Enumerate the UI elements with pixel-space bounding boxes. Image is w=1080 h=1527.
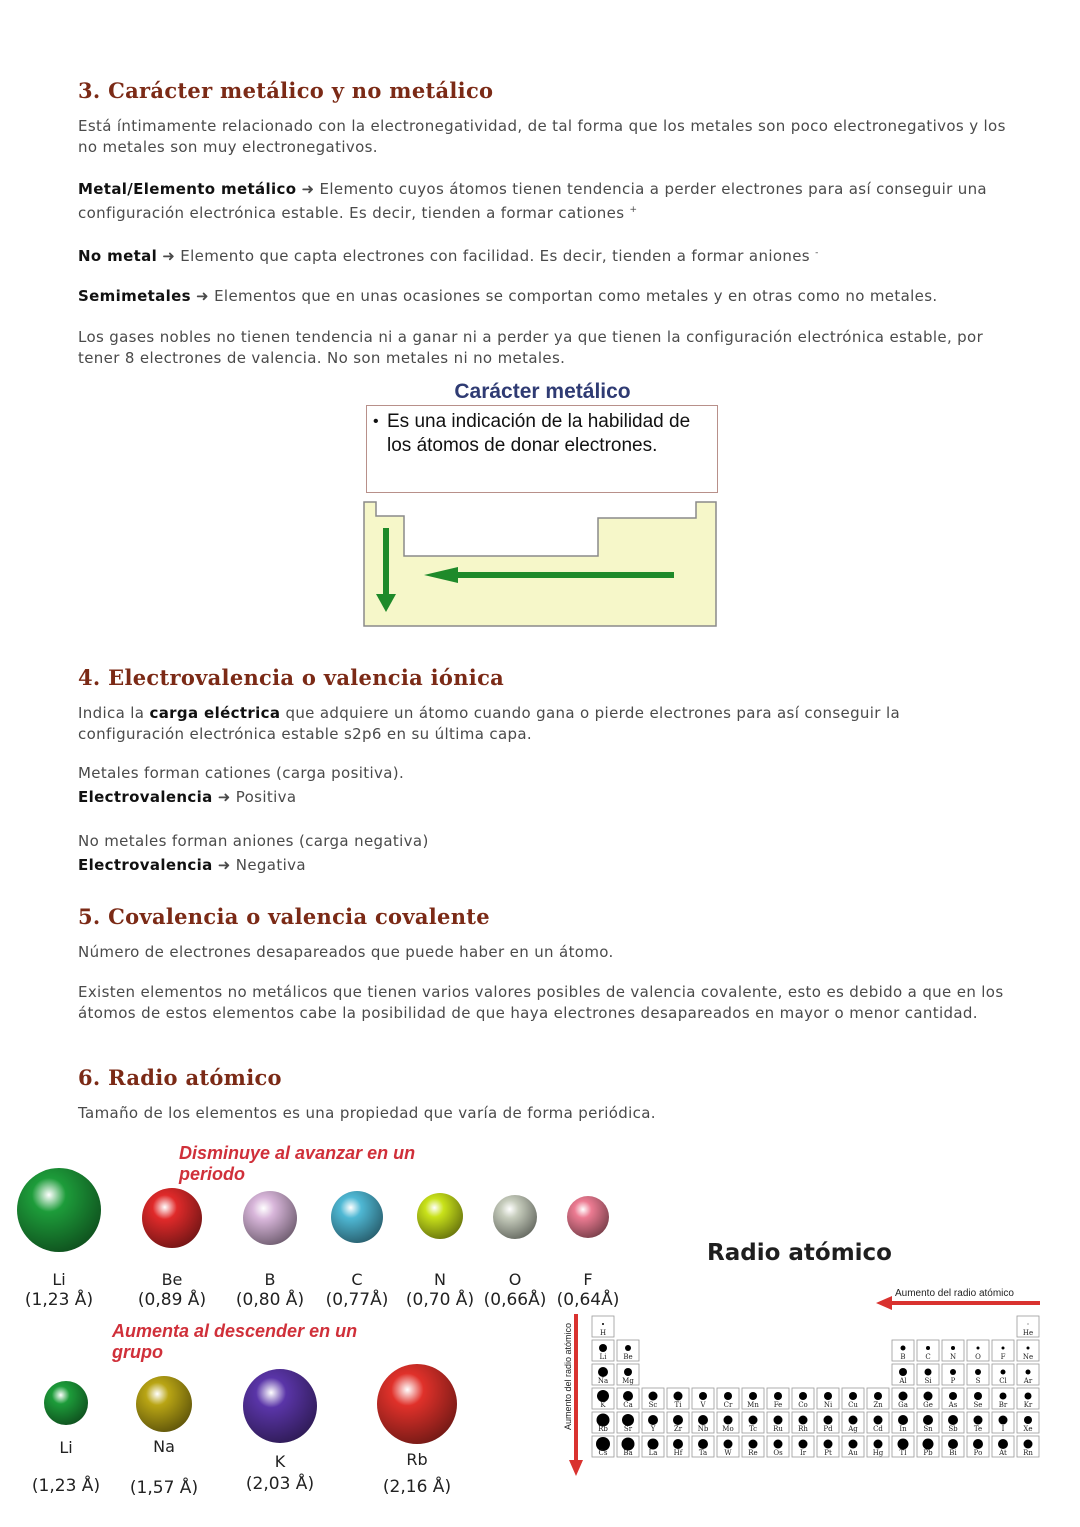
ptable-dot-ir bbox=[799, 1440, 808, 1449]
period-sphere-n bbox=[417, 1193, 463, 1239]
atomic-radius-periodic-table bbox=[562, 1284, 1046, 1480]
ptable-symbol-br: Br bbox=[998, 1401, 1008, 1409]
ptable-symbol-cu: Cu bbox=[848, 1401, 858, 1409]
section-5-title: 5. Covalencia o valencia covalente bbox=[78, 904, 490, 929]
ptable-symbol-ca: Ca bbox=[623, 1401, 633, 1409]
s4-intro bbox=[78, 703, 1008, 745]
ptable-symbol-y: Y bbox=[650, 1425, 656, 1433]
s3-intro: Está íntimamente relacionado con la electronegatividad, de tal forma que los metales son poco electronegativos y los no metales son muy electronegativos. bbox=[78, 117, 1006, 156]
ptable-dot-ni bbox=[824, 1392, 832, 1400]
ptable-symbol-tc: Tc bbox=[748, 1425, 758, 1433]
ptable-symbol-pb: Pb bbox=[923, 1449, 933, 1457]
ptable-symbol-mg: Mg bbox=[622, 1377, 634, 1385]
ptable-dot-n bbox=[951, 1346, 955, 1350]
ptable-dot-rh bbox=[799, 1416, 808, 1425]
ptable-symbol-o: O bbox=[975, 1353, 981, 1361]
ptable-dot-ca bbox=[623, 1391, 633, 1401]
ptable-dot-v bbox=[699, 1392, 707, 1400]
ptable-symbol-cd: Cd bbox=[873, 1425, 883, 1433]
vertical-arrow-head bbox=[569, 1460, 583, 1476]
ptable-dot-br bbox=[1000, 1393, 1007, 1400]
period-symbol: N bbox=[434, 1270, 446, 1289]
ptable-symbol-pd: Pd bbox=[823, 1425, 833, 1433]
ptable-symbol-ba: Ba bbox=[623, 1449, 633, 1457]
period-radius-value: (0,77Å) bbox=[325, 1290, 389, 1310]
ptable-dot-nb bbox=[698, 1415, 708, 1425]
ptable-dot-ge bbox=[924, 1392, 933, 1401]
ptable-dot-te bbox=[974, 1416, 983, 1425]
periodic-table-arrows-diagram bbox=[362, 498, 720, 630]
ptable-dot-os bbox=[774, 1440, 783, 1449]
ptable-dot-si bbox=[925, 1369, 932, 1376]
ptable-dot-pd bbox=[824, 1416, 833, 1425]
ptable-dot-se bbox=[974, 1392, 982, 1400]
ptable-dot-bi bbox=[948, 1439, 958, 1449]
ptable-symbol-zr: Zr bbox=[673, 1425, 683, 1433]
ptable-symbol-mn: Mn bbox=[747, 1401, 759, 1409]
group-sphere-k bbox=[243, 1369, 317, 1443]
ptable-dot-mn bbox=[749, 1392, 757, 1400]
group-sphere-rb bbox=[377, 1364, 457, 1444]
ptable-dot-tl bbox=[898, 1439, 909, 1450]
ptable-dot-zr bbox=[673, 1415, 683, 1425]
ptable-symbol-ni: Ni bbox=[823, 1401, 833, 1409]
s4-intro-pre: Indica la bbox=[78, 704, 145, 722]
ptable-dot-ru bbox=[774, 1416, 783, 1425]
ptable-symbol-sn: Sn bbox=[923, 1425, 933, 1433]
s3-semimetal-definition: Semimetales ➜ Elementos que en unas ocasiones se comportan como metales y en otras como no metales. bbox=[78, 287, 938, 305]
s3-nometal-definition: No metal ➜ Elemento que capta electrones con facilidad. Es decir, tienden a formar aniones - bbox=[78, 247, 819, 265]
ptable-symbol-kr: Kr bbox=[1023, 1401, 1033, 1409]
ptable-symbol-rb: Rb bbox=[598, 1425, 608, 1433]
period-symbol: C bbox=[351, 1270, 363, 1289]
period-sphere-b bbox=[243, 1191, 297, 1245]
ptable-dot-p bbox=[950, 1369, 956, 1375]
ptable-dot-ne bbox=[1027, 1347, 1030, 1350]
ptable-dot-co bbox=[799, 1392, 807, 1400]
ptable-symbol-cs: Cs bbox=[598, 1449, 608, 1457]
ptable-dot-mg bbox=[624, 1368, 632, 1376]
s5-definition: Número de electrones desapareados que puede haber en un átomo. bbox=[78, 943, 614, 961]
ptable-dot-c bbox=[926, 1346, 930, 1350]
s3-metal-definition: Metal/Elemento metálico ➜ Elemento cuyos átomos tienen tendencia a perder electrones para así conseguir una configuración electrónica estable. Es decir, tienden a formar cationes + bbox=[78, 180, 987, 222]
group-caption: Aumenta al descender en un grupo bbox=[112, 1321, 358, 1362]
s4-metales: Metales forman cationes (carga positiva). bbox=[78, 764, 405, 782]
semi-term: Semimetales bbox=[78, 287, 191, 305]
ptable-symbol-al: Al bbox=[899, 1377, 907, 1385]
ptable-symbol-in: In bbox=[899, 1425, 907, 1433]
electrovalencia-term: Electrovalencia bbox=[78, 856, 213, 874]
group-symbol: Rb bbox=[406, 1450, 428, 1469]
ptable-dot-b bbox=[901, 1346, 906, 1351]
ptable-dot-ti bbox=[674, 1392, 683, 1401]
group-radius-value: (2,16 Å) bbox=[382, 1477, 452, 1497]
period-sphere-c bbox=[331, 1191, 383, 1243]
ptable-symbol-mo: Mo bbox=[722, 1425, 734, 1433]
ptable-symbol-as: As bbox=[948, 1401, 958, 1409]
ptable-symbol-ge: Ge bbox=[923, 1401, 933, 1409]
s4-electrovalencia-positiva: Electrovalencia ➜ Positiva bbox=[78, 788, 297, 806]
ptable-symbol-si: Si bbox=[924, 1377, 932, 1385]
ptable-dot-sb bbox=[948, 1415, 958, 1425]
ptable-symbol-li: Li bbox=[599, 1353, 607, 1361]
semi-def: Elementos que en unas ocasiones se comportan como metales y en otras como no metales. bbox=[214, 287, 938, 305]
ptable-dot-s bbox=[975, 1369, 981, 1375]
section-4-title: 4. Electrovalencia o valencia iónica bbox=[78, 665, 505, 690]
ptable-symbol-os: Os bbox=[773, 1449, 783, 1457]
period-symbol: O bbox=[508, 1270, 522, 1289]
ptable-dot-f bbox=[1002, 1347, 1005, 1350]
metal-term: Metal/Elemento metálico bbox=[78, 180, 297, 198]
positiva-value: Positiva bbox=[235, 788, 297, 806]
period-radius-value: (0,66Å) bbox=[483, 1290, 547, 1310]
ptable-dot-ar bbox=[1026, 1370, 1031, 1375]
metallic-figure-box bbox=[366, 405, 718, 493]
vertical-arrow-label: Aumento del radio atómico bbox=[563, 1322, 573, 1430]
period-symbol: Li bbox=[52, 1270, 66, 1289]
ptable-symbol-p: P bbox=[950, 1377, 956, 1385]
ptable-symbol-sc: Sc bbox=[648, 1401, 658, 1409]
ptable-dot-y bbox=[648, 1415, 658, 1425]
period-radius-value: (0,70 Å) bbox=[405, 1290, 475, 1310]
ptable-symbol-n: N bbox=[949, 1353, 957, 1361]
ptable-symbol-te: Te bbox=[973, 1425, 983, 1433]
ptable-dot-cr bbox=[724, 1392, 732, 1400]
ptable-dot-ta bbox=[698, 1439, 708, 1449]
ptable-symbol-s: S bbox=[975, 1377, 981, 1385]
ptable-symbol-ga: Ga bbox=[898, 1401, 908, 1409]
ptable-symbol-ar: Ar bbox=[1023, 1377, 1033, 1385]
period-radius-value: (0,80 Å) bbox=[235, 1290, 305, 1310]
ptable-dot-kr bbox=[1025, 1393, 1032, 1400]
ptable-symbol-ir: Ir bbox=[799, 1449, 807, 1457]
ptable-symbol-k: K bbox=[600, 1401, 606, 1409]
period-sphere-f bbox=[567, 1196, 609, 1238]
s3-noble-gases: Los gases nobles no tienen tendencia ni a ganar ni a perder ya que tienen la configuración electrónica estable, por tener 8 electrones de valencia. No son metales ni no metales. bbox=[78, 328, 984, 367]
ptable-symbol-fe: Fe bbox=[773, 1401, 783, 1409]
ptable-dot-pt bbox=[824, 1440, 833, 1449]
ptable-symbol-ag: Ag bbox=[848, 1425, 858, 1433]
ptable-dot-po bbox=[973, 1439, 983, 1449]
ptable-symbol-po: Po bbox=[973, 1449, 983, 1457]
ptable-symbol-ru: Ru bbox=[773, 1425, 783, 1433]
ptable-symbol-cr: Cr bbox=[723, 1401, 733, 1409]
period-symbol: F bbox=[583, 1270, 593, 1289]
ptable-symbol-cl: Cl bbox=[999, 1377, 1007, 1385]
group-sphere-li bbox=[44, 1381, 88, 1425]
ptable-dot-au bbox=[849, 1440, 858, 1449]
ptable-symbol-sb: Sb bbox=[948, 1425, 958, 1433]
ptable-dot-i bbox=[999, 1416, 1008, 1425]
ptable-dot-re bbox=[749, 1440, 758, 1449]
nometal-term: No metal bbox=[78, 247, 158, 265]
atomic-radius-chart-title: Radio atómico bbox=[707, 1240, 892, 1266]
ptable-dot-sc bbox=[649, 1392, 658, 1401]
ptable-symbol-v: V bbox=[700, 1401, 706, 1409]
group-radius-value: (1,57 Å) bbox=[129, 1478, 199, 1498]
metallic-figure-title: Carácter metálico bbox=[454, 380, 631, 403]
ptable-dot-al bbox=[899, 1368, 907, 1376]
s4-nometales: No metales forman aniones (carga negativa) bbox=[78, 832, 429, 850]
ptable-dot-at bbox=[998, 1439, 1008, 1449]
ptable-symbol-au: Au bbox=[848, 1449, 858, 1457]
ptable-dot-w bbox=[724, 1440, 733, 1449]
electrovalencia-term: Electrovalencia bbox=[78, 788, 213, 806]
ptable-symbol-rn: Rn bbox=[1023, 1449, 1033, 1457]
ptable-dot-hf bbox=[673, 1439, 683, 1449]
group-radius-value: (1,23 Å) bbox=[31, 1476, 101, 1496]
bullet-icon: • bbox=[373, 413, 379, 430]
section-3-title: 3. Carácter metálico y no metálico bbox=[78, 78, 494, 103]
ptable-dot-be bbox=[625, 1345, 631, 1351]
section-6-title: 6. Radio atómico bbox=[78, 1065, 282, 1090]
ptable-symbol-la: La bbox=[648, 1449, 658, 1457]
group-symbol: K bbox=[274, 1452, 286, 1471]
period-sphere-o bbox=[493, 1195, 537, 1239]
ptable-symbol-re: Re bbox=[748, 1449, 758, 1457]
ptable-dot-h bbox=[602, 1323, 604, 1325]
ptable-symbol-f: F bbox=[1000, 1353, 1006, 1361]
ptable-dot-tc bbox=[749, 1416, 758, 1425]
period-caption: Disminuye al avanzar en un periodo bbox=[179, 1143, 416, 1184]
ptable-dot-cu bbox=[849, 1392, 857, 1400]
period-radius-value: (0,64Å) bbox=[556, 1290, 620, 1310]
group-symbol: Na bbox=[153, 1437, 175, 1456]
ptable-dot-as bbox=[949, 1392, 957, 1400]
nometal-sup: - bbox=[815, 248, 819, 258]
period-symbol: B bbox=[264, 1270, 276, 1289]
s4-intro-post: que adquiere un átomo cuando gana o pierde electrones para así conseguir la configuración electrónica estable s2p6 en su última capa. bbox=[78, 704, 901, 743]
nometal-def: Elemento que capta electrones con facilidad. Es decir, tienden a formar aniones bbox=[180, 247, 810, 265]
ptable-dot-he bbox=[1028, 1324, 1029, 1325]
ptable-dot-fe bbox=[774, 1392, 782, 1400]
period-sphere-be bbox=[142, 1188, 202, 1248]
group-symbol: Li bbox=[59, 1438, 73, 1457]
ptable-symbol-be: Be bbox=[623, 1353, 633, 1361]
period-symbol: Be bbox=[161, 1270, 183, 1289]
ptable-dot-o bbox=[977, 1347, 980, 1350]
ptable-symbol-ne: Ne bbox=[1022, 1353, 1034, 1361]
ptable-symbol-ta: Ta bbox=[698, 1449, 708, 1457]
ptable-dot-hg bbox=[874, 1440, 883, 1449]
ptable-symbol-h: H bbox=[599, 1329, 607, 1337]
ptable-dot-ag bbox=[849, 1416, 858, 1425]
negativa-value: Negativa bbox=[235, 856, 306, 874]
metal-sup: + bbox=[629, 205, 638, 215]
ptable-dot-xe bbox=[1024, 1416, 1032, 1424]
ptable-symbol-co: Co bbox=[798, 1401, 808, 1409]
ptable-dot-cl bbox=[1001, 1370, 1006, 1375]
ptable-dot-sn bbox=[923, 1415, 933, 1425]
ptable-symbol-xe: Xe bbox=[1023, 1425, 1033, 1433]
ptable-dot-zn bbox=[874, 1392, 882, 1400]
ptable-symbol-na: Na bbox=[597, 1377, 609, 1385]
horizontal-arrow-head bbox=[876, 1296, 892, 1310]
metallic-figure-text: Es una indicación de la habilidad de los átomos de donar electrones. bbox=[387, 411, 691, 456]
ptable-symbol-zn: Zn bbox=[873, 1401, 883, 1409]
ptable-symbol-sr: Sr bbox=[623, 1425, 633, 1433]
ptable-dot-rn bbox=[1024, 1440, 1033, 1449]
horizontal-arrow-label: Aumento del radio atómico bbox=[895, 1288, 1014, 1299]
ptable-symbol-w: W bbox=[724, 1449, 732, 1457]
s6-definition: Tamaño de los elementos es una propiedad que varía de forma periódica. bbox=[78, 1104, 656, 1122]
period-radius-value: (1,23 Å) bbox=[24, 1290, 94, 1310]
ptable-symbol-i: I bbox=[1001, 1425, 1005, 1433]
ptable-symbol-nb: Nb bbox=[697, 1425, 709, 1433]
ptable-dot-ga bbox=[899, 1392, 908, 1401]
ptable-symbol-he: He bbox=[1022, 1329, 1034, 1337]
ptable-dot-cd bbox=[874, 1416, 883, 1425]
ptable-symbol-hf: Hf bbox=[673, 1449, 683, 1457]
ptable-symbol-se: Se bbox=[973, 1401, 983, 1409]
ptable-symbol-ti: Ti bbox=[674, 1401, 682, 1409]
ptable-symbol-rh: Rh bbox=[798, 1425, 808, 1433]
ptable-symbol-bi: Bi bbox=[949, 1449, 957, 1457]
ptable-dot-in bbox=[898, 1415, 908, 1425]
s4-electrovalencia-negativa: Electrovalencia ➜ Negativa bbox=[78, 856, 306, 874]
period-radius-value: (0,89 Å) bbox=[137, 1290, 207, 1310]
metal-def: Elemento cuyos átomos tienen tendencia a perder electrones para así conseguir una configuración electrónica estable. Es decir, tienden a formar cationes bbox=[78, 180, 987, 222]
s4-intro-bold: carga eléctrica bbox=[149, 704, 281, 722]
ptable-symbol-b: B bbox=[900, 1353, 906, 1361]
ptable-symbol-pt: Pt bbox=[824, 1449, 832, 1457]
ptable-symbol-hg: Hg bbox=[872, 1449, 884, 1457]
ptable-dot-pb bbox=[923, 1439, 934, 1450]
period-sphere-li bbox=[17, 1168, 101, 1252]
group-sphere-na bbox=[136, 1376, 192, 1432]
ptable-symbol-tl: Tl bbox=[899, 1449, 907, 1457]
s5-text: Existen elementos no metálicos que tienen varios valores posibles de valencia covalente, esto es debido a que en los átomos de estos elementos cabe la posibilidad de que haya electrones desapareados en mayor o menor cantidad. bbox=[78, 983, 1004, 1022]
ptable-symbol-c: C bbox=[925, 1353, 931, 1361]
ptable-dot-na bbox=[598, 1367, 608, 1377]
ptable-dot-mo bbox=[724, 1416, 733, 1425]
ptable-dot-la bbox=[648, 1439, 659, 1450]
group-radius-value: (2,03 Å) bbox=[245, 1474, 315, 1494]
ptable-dot-li bbox=[599, 1344, 607, 1352]
ptable-symbol-at: At bbox=[999, 1449, 1007, 1457]
